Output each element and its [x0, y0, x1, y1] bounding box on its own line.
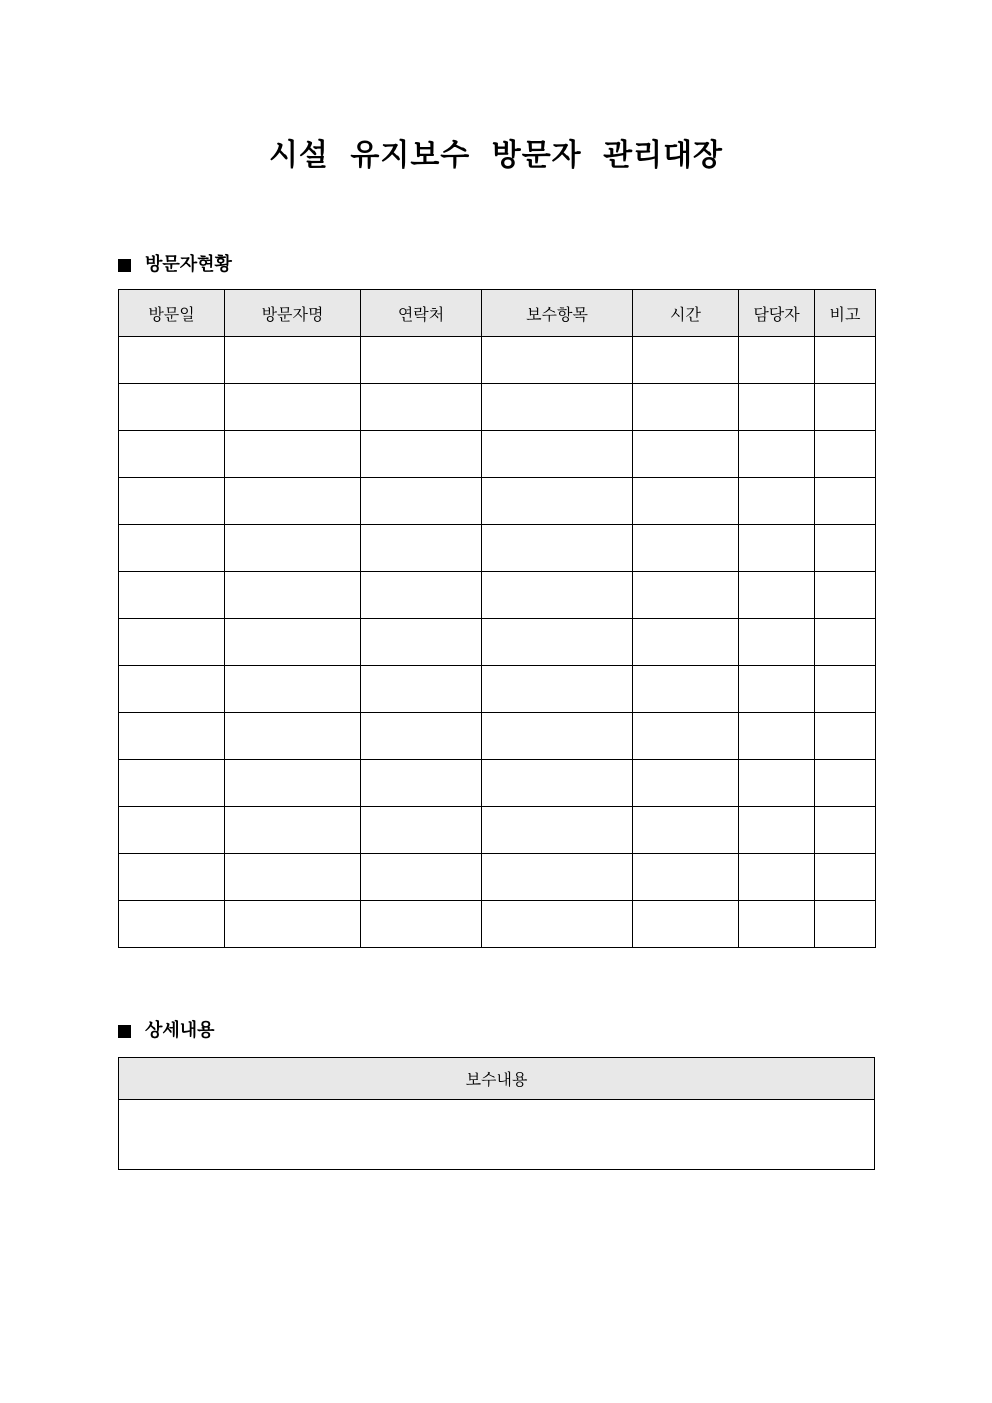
- table-cell[interactable]: [482, 901, 633, 948]
- table-cell[interactable]: [225, 572, 361, 619]
- table-cell[interactable]: [361, 854, 482, 901]
- table-cell[interactable]: [815, 807, 876, 854]
- table-row: [119, 901, 876, 948]
- table-cell[interactable]: [119, 478, 225, 525]
- table-cell[interactable]: [119, 760, 225, 807]
- table-cell[interactable]: [225, 666, 361, 713]
- table-row: [119, 854, 876, 901]
- column-header-person-in-charge: 담당자: [739, 290, 815, 337]
- table-cell[interactable]: [482, 525, 633, 572]
- table-cell[interactable]: [633, 431, 739, 478]
- table-cell[interactable]: [225, 337, 361, 384]
- table-cell[interactable]: [482, 807, 633, 854]
- table-cell[interactable]: [739, 525, 815, 572]
- column-header-time: 시간: [633, 290, 739, 337]
- table-cell[interactable]: [361, 572, 482, 619]
- table-cell[interactable]: [739, 431, 815, 478]
- table-cell[interactable]: [119, 525, 225, 572]
- table-cell[interactable]: [225, 478, 361, 525]
- table-row: [119, 525, 876, 572]
- square-bullet-icon: [118, 259, 131, 272]
- table-cell[interactable]: [815, 478, 876, 525]
- table-cell[interactable]: [119, 572, 225, 619]
- table-cell[interactable]: [361, 666, 482, 713]
- table-cell[interactable]: [119, 854, 225, 901]
- table-cell[interactable]: [361, 431, 482, 478]
- table-row: [119, 666, 876, 713]
- table-cell[interactable]: [225, 901, 361, 948]
- details-table-header-row: [119, 1058, 875, 1100]
- table-cell[interactable]: [815, 525, 876, 572]
- table-cell[interactable]: [633, 384, 739, 431]
- table-cell[interactable]: [815, 854, 876, 901]
- table-cell[interactable]: [482, 478, 633, 525]
- table-cell[interactable]: [815, 384, 876, 431]
- table-row: [119, 572, 876, 619]
- table-cell[interactable]: [482, 760, 633, 807]
- table-cell[interactable]: [361, 384, 482, 431]
- table-row: [119, 713, 876, 760]
- table-cell[interactable]: [225, 431, 361, 478]
- detail-section-heading: [118, 1019, 215, 1043]
- visitor-table: [118, 289, 876, 948]
- table-cell[interactable]: [119, 901, 225, 948]
- table-cell[interactable]: [361, 525, 482, 572]
- table-cell[interactable]: [739, 572, 815, 619]
- table-cell[interactable]: [739, 854, 815, 901]
- table-cell[interactable]: [225, 807, 361, 854]
- table-cell[interactable]: [739, 713, 815, 760]
- table-cell[interactable]: [482, 666, 633, 713]
- table-row: [119, 478, 876, 525]
- table-cell[interactable]: [482, 572, 633, 619]
- table-row: [119, 431, 876, 478]
- table-cell[interactable]: [633, 807, 739, 854]
- column-header-visit-date: 방문일: [119, 290, 225, 337]
- table-cell[interactable]: [361, 619, 482, 666]
- column-header-contact: 연락처: [361, 290, 482, 337]
- table-cell[interactable]: [361, 478, 482, 525]
- table-cell[interactable]: [739, 901, 815, 948]
- table-cell[interactable]: [739, 478, 815, 525]
- table-cell[interactable]: [225, 713, 361, 760]
- table-cell[interactable]: [633, 713, 739, 760]
- table-cell[interactable]: [739, 760, 815, 807]
- table-cell[interactable]: [739, 619, 815, 666]
- table-cell[interactable]: [225, 384, 361, 431]
- table-cell[interactable]: [361, 713, 482, 760]
- table-cell[interactable]: [482, 713, 633, 760]
- table-cell[interactable]: [361, 760, 482, 807]
- table-cell[interactable]: [119, 619, 225, 666]
- table-cell[interactable]: [633, 525, 739, 572]
- table-cell[interactable]: [119, 666, 225, 713]
- table-cell[interactable]: [482, 337, 633, 384]
- table-cell[interactable]: [633, 760, 739, 807]
- table-cell[interactable]: [815, 760, 876, 807]
- table-cell[interactable]: [739, 384, 815, 431]
- table-cell[interactable]: [633, 619, 739, 666]
- table-row: [119, 384, 876, 431]
- table-cell[interactable]: [119, 431, 225, 478]
- table-cell[interactable]: [633, 337, 739, 384]
- table-cell[interactable]: [815, 666, 876, 713]
- table-cell[interactable]: [815, 431, 876, 478]
- detail-section-label: 상세내용: [145, 1020, 215, 1041]
- table-cell[interactable]: [361, 807, 482, 854]
- table-cell[interactable]: [361, 901, 482, 948]
- table-cell[interactable]: [119, 713, 225, 760]
- table-cell[interactable]: [119, 807, 225, 854]
- table-row: [119, 807, 876, 854]
- column-header-visitor-name: 방문자명: [225, 290, 361, 337]
- table-cell[interactable]: [815, 901, 876, 948]
- visitor-table-header-row: [119, 290, 876, 337]
- table-cell[interactable]: [633, 666, 739, 713]
- square-bullet-icon: [118, 1025, 131, 1038]
- details-table-row: [119, 1100, 875, 1170]
- table-row: [119, 337, 876, 384]
- table-cell[interactable]: [119, 384, 225, 431]
- table-cell[interactable]: [739, 337, 815, 384]
- column-header-repair-item: 보수항목: [482, 290, 633, 337]
- column-header-repair-details: 보수내용: [119, 1058, 875, 1100]
- table-row: [119, 619, 876, 666]
- visitor-section-heading: [118, 253, 232, 277]
- details-table: [118, 1057, 875, 1170]
- table-cell[interactable]: [815, 572, 876, 619]
- table-cell[interactable]: [815, 337, 876, 384]
- table-cell[interactable]: [225, 854, 361, 901]
- table-cell[interactable]: [633, 854, 739, 901]
- table-cell[interactable]: [633, 478, 739, 525]
- table-cell[interactable]: [482, 619, 633, 666]
- table-cell[interactable]: [225, 619, 361, 666]
- table-cell[interactable]: [482, 431, 633, 478]
- table-cell[interactable]: [739, 807, 815, 854]
- page-title: 시설 유지보수 방문자 관리대장: [268, 138, 724, 173]
- visitor-table-body: [119, 337, 876, 948]
- repair-details-cell[interactable]: [119, 1100, 875, 1170]
- table-row: [119, 760, 876, 807]
- table-cell[interactable]: [482, 854, 633, 901]
- column-header-remarks: 비고: [815, 290, 876, 337]
- table-cell[interactable]: [815, 713, 876, 760]
- visitor-section-label: 방문자현황: [145, 254, 232, 275]
- table-cell[interactable]: [225, 525, 361, 572]
- table-cell[interactable]: [361, 337, 482, 384]
- table-cell[interactable]: [633, 901, 739, 948]
- table-cell[interactable]: [633, 572, 739, 619]
- table-cell[interactable]: [119, 337, 225, 384]
- table-cell[interactable]: [815, 619, 876, 666]
- table-cell[interactable]: [482, 384, 633, 431]
- table-cell[interactable]: [739, 666, 815, 713]
- table-cell[interactable]: [225, 760, 361, 807]
